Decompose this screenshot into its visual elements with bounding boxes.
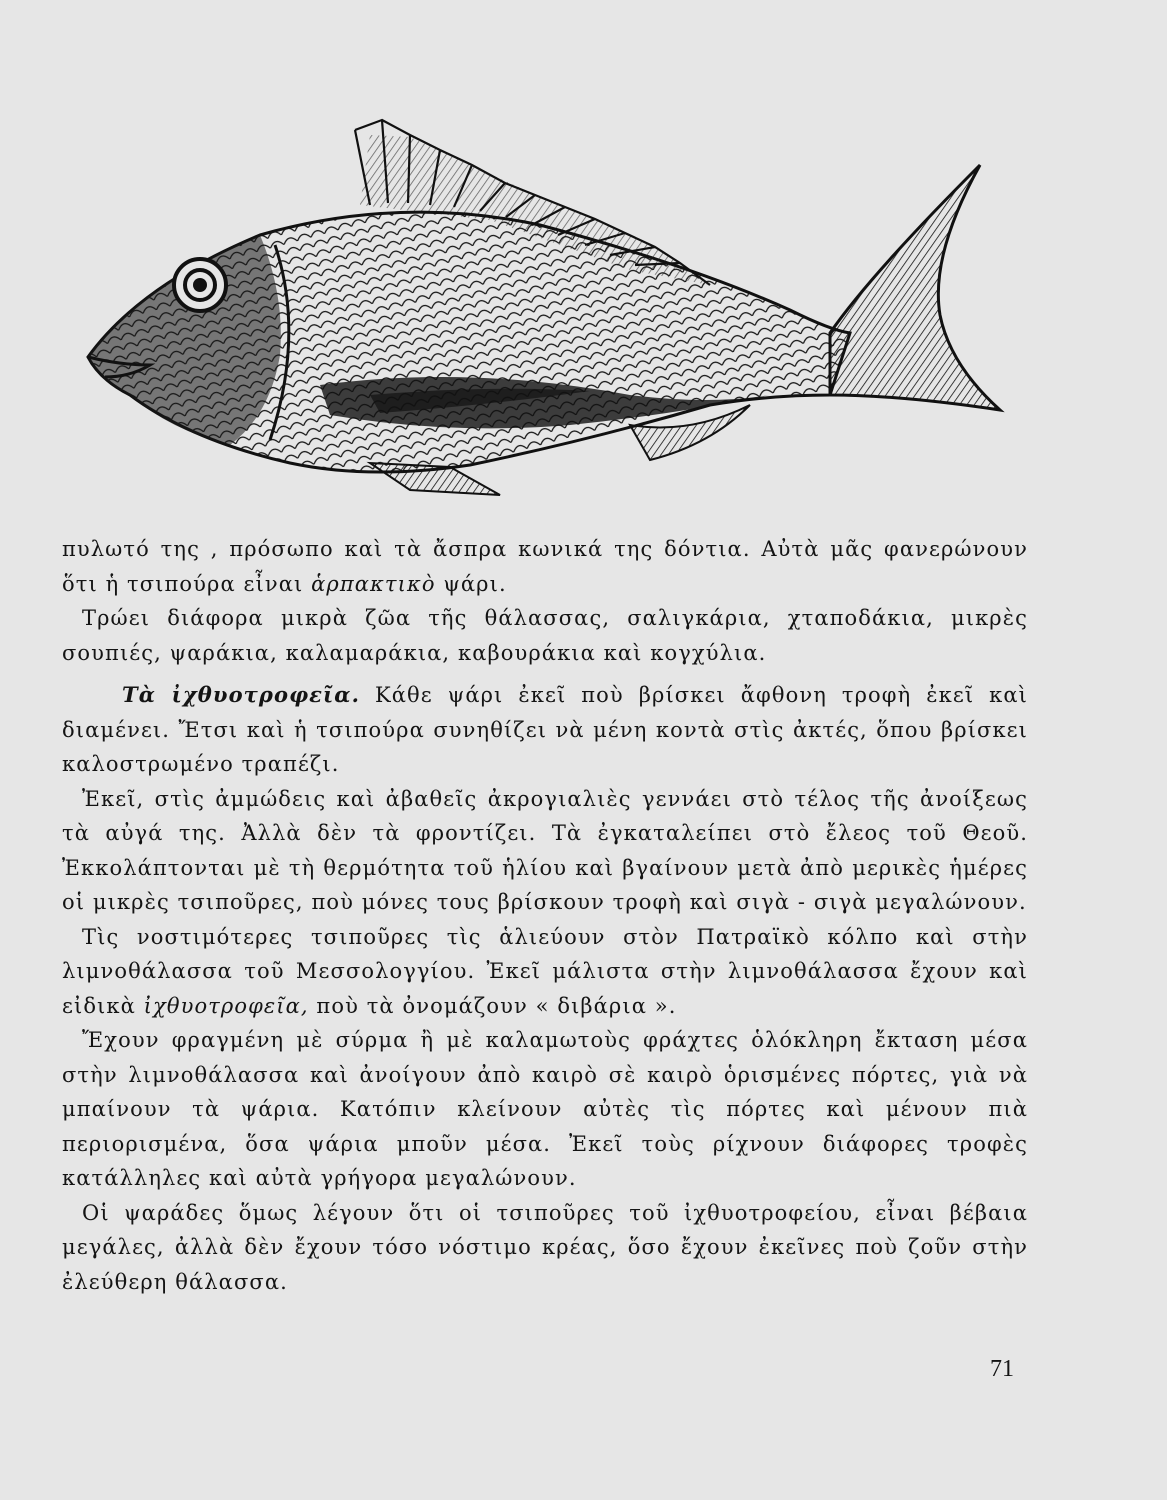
text-span: ποὺ τὰ ὀνομάζουν « διβάρια ».	[308, 993, 677, 1018]
italic-term: ἁρπακτικὸ	[311, 571, 436, 596]
text-span: πυλωτό της , πρόσωπο καὶ τὰ ἄσπρα κωνικά της δόντια. Αὐτὰ μᾶς φανερώνουν ὅτι ἡ τσιπούρα εἶναι	[62, 537, 1028, 596]
paragraph-spawning: Ἐκεῖ, στὶς ἀμμώδεις καὶ ἀβαθεῖς ἀκρογιαλιὲς γεννάει στὸ τέλος τῆς ἀνοίξεως τὰ αὐγά της. Ἀλλὰ δὲν τὰ φροντίζει. Τὰ ἐγκαταλείπει στὸ ἔλεος τοῦ Θεοῦ. Ἐκκολάπτονται μὲ τὴ θερμότητα τοῦ ἡλίου καὶ βγαίνουν μετὰ ἀπὸ μερικὲς ἡμέρες οἱ μικρὲς τσιποῦρες, ποὺ μόνες τους βρίσκουν τροφὴ καὶ σιγὰ - σιγὰ μεγαλώνουν.	[62, 786, 1028, 914]
paragraph-continuation	[62, 532, 1028, 601]
section-heading: Τὰ ἰχθυοτροφεῖα.	[122, 682, 360, 707]
text-span: Τὶς νοστιμότερες τσιποῦρες τὶς ἁλιεύουν στὸν Πατραϊκὸ κόλπο καὶ στὴν λιμνοθάλασσα τοῦ Μεσσολογγίου. Ἐκεῖ μάλιστα στὴν λιμνοθάλασσα ἔχουν καὶ εἰδικὰ	[62, 924, 1028, 1018]
text-span: Κάθε ψάρι ἐκεῖ ποὺ βρίσκει ἄφθονη τροφὴ ἐκεῖ καὶ διαμένει. Ἔτσι καὶ ἡ τσιπούρα συνηθίζει νὰ μένη κοντὰ στὶς ἀκτές, ὅπου βρίσκει καλοστρωμένο τραπέζι.	[62, 683, 1028, 776]
page-number: 71	[990, 1356, 1014, 1382]
paragraph-fish-farms	[62, 678, 1028, 782]
text-span: ψάρι.	[435, 571, 507, 596]
body-text	[62, 532, 1028, 1299]
paragraph-diet: Τρώει διάφορα μικρὰ ζῶα τῆς θάλασσας, σαλιγκάρια, χταποδάκια, μικρὲς σουπιές, ψαράκια, καλαμαράκια, καβουράκια καὶ κογχύλια.	[62, 606, 1028, 665]
italic-term: ἰχθυοτροφεῖα,	[143, 993, 309, 1018]
paragraph-lagoon	[62, 920, 1028, 1024]
fish-illustration	[70, 95, 1010, 515]
paragraph-enclosures: Ἔχουν φραγμένη μὲ σύρμα ἢ μὲ καλαμωτοὺς φράχτες ὁλόκληρη ἔκταση μέσα στὴν λιμνοθάλασσα καὶ ἀνοίγουν ἀπὸ καιρὸ σὲ καιρὸ ὁρισμένες πόρτες, γιὰ νὰ μπαίνουν τὰ ψάρια. Κατόπιν κλείνουν αὐτὲς τὶς πόρτες καὶ μένουν πιὰ περιορισμένα, ὅσα ψάρια μποῦν μέσα. Ἐκεῖ τοὺς ρίχνουν διάφορες τροφὲς κατάλληλες καὶ αὐτὰ γρήγορα μεγαλώνουν.	[62, 1028, 1028, 1190]
sea-bream-fish-icon	[70, 95, 1010, 515]
paragraph-fishermen: Οἱ ψαράδες ὅμως λέγουν ὅτι οἱ τσιποῦρες τοῦ ἰχθυοτροφείου, εἶναι βέβαια μεγάλες, ἀλλὰ δὲν ἔχουν τόσο νόστιμο κρέας, ὅσο ἔχουν ἐκεῖνες ποὺ ζοῦν στὴν ἐλεύθερη θάλασσα.	[62, 1200, 1028, 1294]
